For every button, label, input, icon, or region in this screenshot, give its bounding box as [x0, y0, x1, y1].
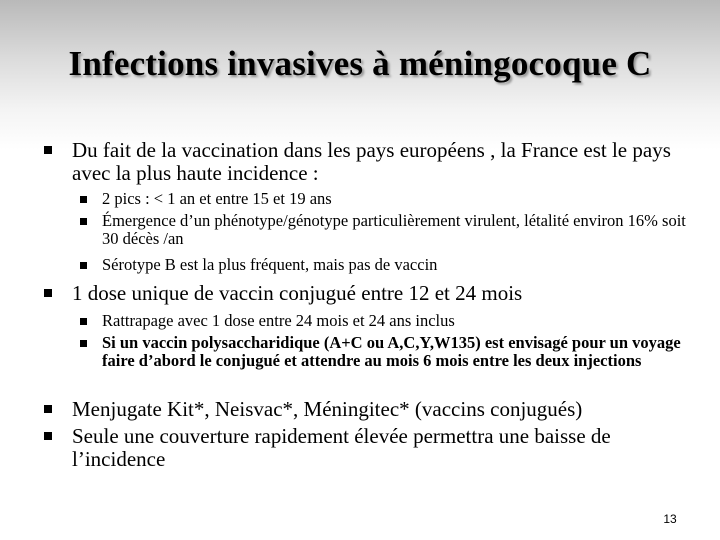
bullet-marker: [44, 405, 52, 413]
sub-bullet-marker: [80, 340, 87, 347]
bullet-1-sub-3: Sérotype B est la plus fréquent, mais pas de vaccin: [102, 255, 438, 274]
sub-bullet-marker: [80, 218, 87, 225]
bullet-marker: [44, 146, 52, 154]
bullet-1-sub-1: 2 pics : < 1 an et entre 15 et 19 ans: [102, 189, 332, 208]
bullet-1-sub-2: Émergence d’un phénotype/génotype particulièrement virulent, létalité environ 16% soit 30 décès /an: [102, 211, 686, 248]
bullet-2-text: 1 dose unique de vaccin conjugué entre 12 et 24 mois: [72, 281, 523, 305]
bullet-4-text: Seule une couverture rapidement élevée permettra une baisse de l’incidence: [72, 424, 611, 471]
sub-bullet-marker: [80, 318, 87, 325]
bullet-1-text: Du fait de la vaccination dans les pays européens , la France est le pays avec la plus haute incidence :: [72, 138, 671, 185]
bullet-2-sub-1: Rattrapage avec 1 dose entre 24 mois et 24 ans inclus: [102, 311, 455, 330]
sub-bullet-marker: [80, 262, 87, 269]
bullet-marker: [44, 289, 52, 297]
bullet-2-sub-2: Si un vaccin polysaccharidique (A+C ou A,C,Y,W135) est envisagé pour un voyage faire d’abord le conjugué et attendre au mois 6 mois entre les deux injections: [102, 333, 681, 370]
page-number: 13: [663, 512, 677, 526]
slide-title: Infections invasives à méningocoque C: [68, 44, 652, 83]
sub-bullet-marker: [80, 196, 87, 203]
bullet-3-text: Menjugate Kit*, Neisvac*, Méningitec* (vaccins conjugués): [72, 397, 583, 421]
bullet-marker: [44, 432, 52, 440]
